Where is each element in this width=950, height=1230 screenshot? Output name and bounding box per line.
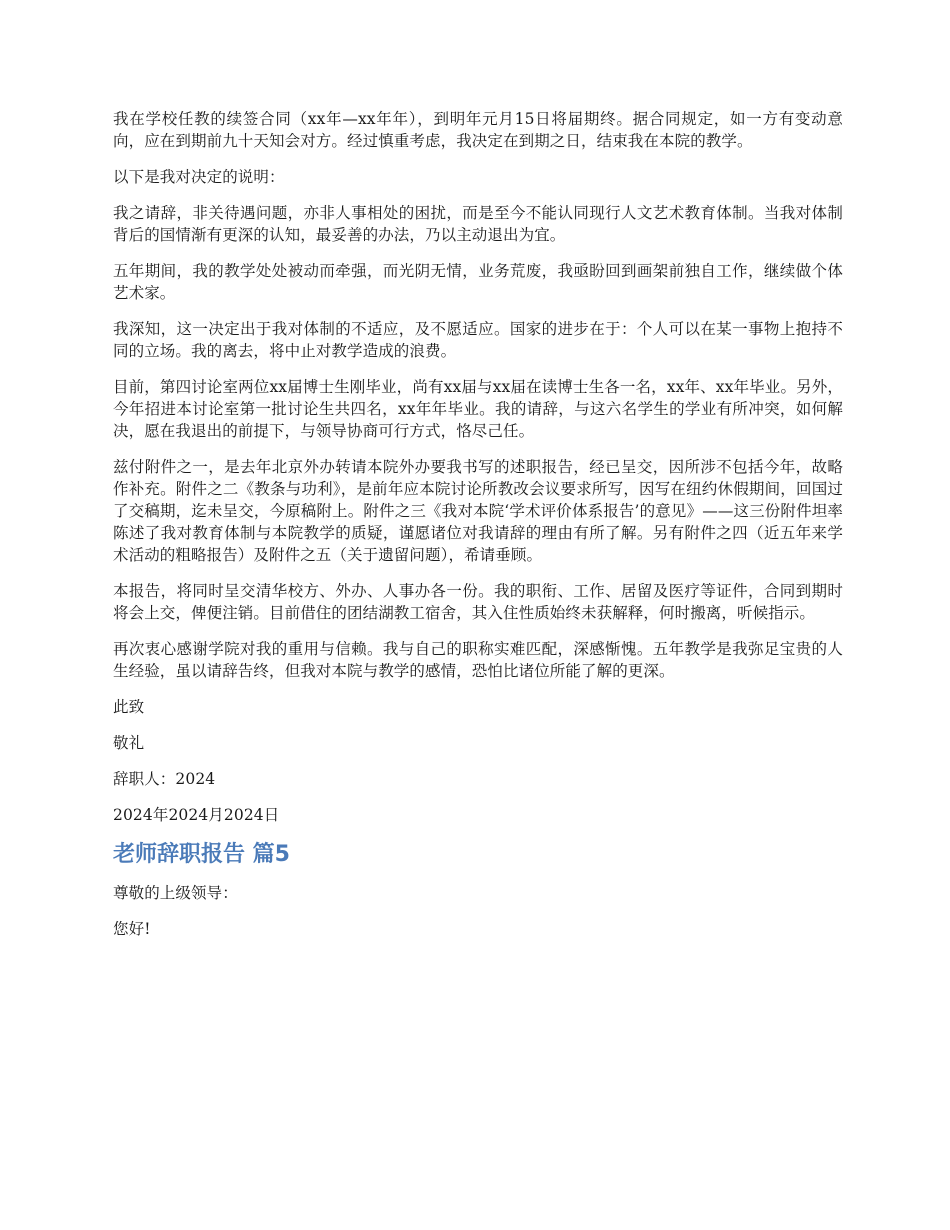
paragraph-decision: 我深知，这一决定出于我对体制的不适应，及不愿适应。国家的进步在于：个人可以在某一事物上抱持不同的立场。我的离去，将中止对教学造成的浪费。 xyxy=(113,320,843,360)
greeting-hello: 您好! xyxy=(113,920,151,938)
paragraph-five-years: 五年期间，我的教学处处被动而牵强，而光阴无情，业务荒废，我亟盼回到画架前独自工作，继续做个体艺术家。 xyxy=(113,262,843,302)
greeting-recipient: 尊敬的上级领导： xyxy=(113,884,238,902)
paragraph-contract-notice: 我在学校任教的续签合同（xx年—xx年年），到明年元月15日将届期终。据合同规定，如一方有变动意向，应在到期前九十天知会对方。经过慎重考虑，我决定在到期之日，结束我在本院的教学。 xyxy=(113,110,843,150)
closing-salutation: 此致 xyxy=(113,698,145,716)
document-body xyxy=(113,108,843,954)
paragraph-attachments: 兹付附件之一，是去年北京外办转请本院外办要我书写的述职报告，经已呈交，因所涉不包括今年，故略作补充。附件之二《教条与功利》，是前年应本院讨论所教改会议要求所写，因写在纽约休假期间，回国过了交稿期，迄未呈交，今原稿附上。附件之三《我对本院‘学术评价体系报告’的意见》——这三份附件坦率陈述了我对教育体制与本院教学的质疑，谨愿诸位对我请辞的理由有所了解。另有附件之四（近五年来学术活动的粗略报告）及附件之五（关于遗留问题），希请垂顾。 xyxy=(113,458,843,564)
closing-regards: 敬礼 xyxy=(113,734,145,752)
signature-line: 辞职人：2024 xyxy=(113,770,216,788)
paragraph-documents: 本报告，将同时呈交清华校方、外办、人事办各一份。我的职衔、工作、居留及医疗等证件，合同到期时将会上交，俾便注销。目前借住的团结湖教工宿舍，其入住性质始终未获解释，何时搬离，听候指示。 xyxy=(113,582,843,622)
paragraph-explanation-intro: 以下是我对决定的说明： xyxy=(113,168,285,186)
date-line: 2024年2024月2024日 xyxy=(113,806,280,824)
paragraph-reason-system: 我之请辞，非关待遇问题，亦非人事相处的困扰，而是至今不能认同现行人文艺术教育体制。当我对体制背后的国情渐有更深的认知，最妥善的办法，乃以主动退出为宜。 xyxy=(113,204,843,244)
paragraph-thanks: 再次衷心感谢学院对我的重用与信赖。我与自己的职称实难匹配，深感惭愧。五年教学是我弥足宝贵的人生经验，虽以请辞告终，但我对本院与教学的感情，恐怕比诸位所能了解的更深。 xyxy=(113,640,843,680)
paragraph-students: 目前，第四讨论室两位xx届博士生刚毕业，尚有xx届与xx届在读博士生各一名，xx年、xx年毕业。另外，今年招进本讨论室第一批讨论生共四名，xx年年毕业。我的请辞，与这六名学生的学业有所冲突，如何解决，愿在我退出的前提下，与领导协商可行方式，恪尽己任。 xyxy=(113,378,843,440)
section-heading: 老师辞职报告 篇5 xyxy=(113,842,290,867)
